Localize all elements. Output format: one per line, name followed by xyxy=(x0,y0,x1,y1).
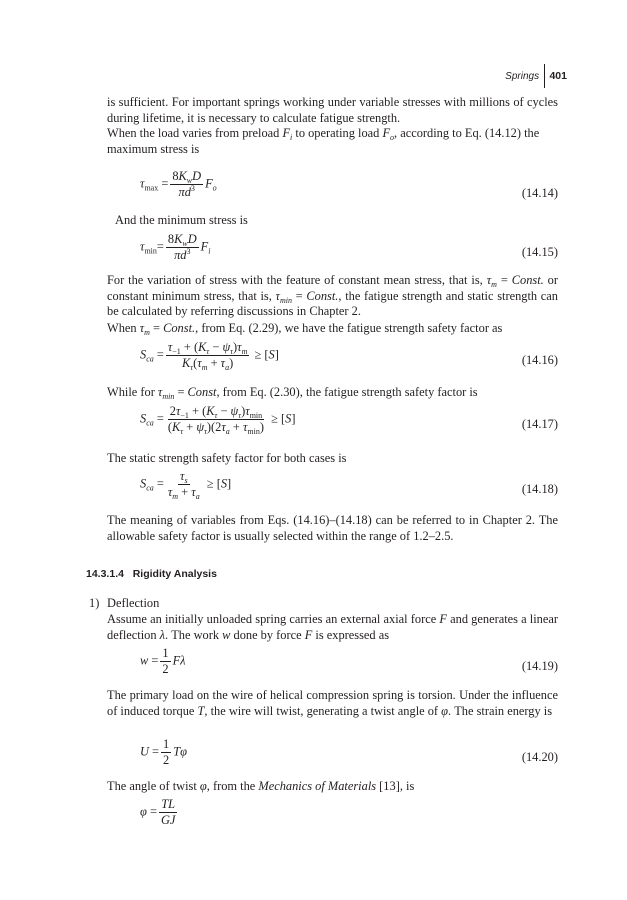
load-line: When the load varies from preload $F_i$ to operating load $F_o$, according to Eq. (14.12) the maximum stress is xyxy=(107,126,540,156)
section-heading: 14.3.1.4 Rigidity Analysis xyxy=(86,568,217,580)
equation-14-17: $S_{ca}$ = $\frac{2\tau_{-1} + (K_\tau - \psi_\tau)\tau_{min}}{(K_\tau + \psi_\tau)(2\tau_a + \tau_{min})}$ ≥ [S] (14.17) xyxy=(140,404,558,436)
running-title: Springs xyxy=(505,70,540,82)
meaning-paragraph: The meaning of variables from Eqs. (14.16)–(14.18) can be referred to in Chapter 2. The allowable safety factor is usually selected within the range of 1.2–2.5. xyxy=(107,513,558,543)
min-stress-text: And the minimum stress is xyxy=(115,213,248,227)
torsion-paragraph: The primary load on the wire of helical compression spring is torsion. Under the influence of induced torque T, the wire will twist, generating a twist angle of φ. The strain energy is xyxy=(107,688,558,718)
variation-paragraph: For the variation of stress with the feature of constant mean stress, that is, $\tau_m$ = Const. or constant minimum stress, that is, $\tau_{min}$ = Const., the fatigue strength and static strength can be calculated by referring discussions in Chapter 2. xyxy=(107,273,559,319)
equation-number: (14.18) xyxy=(521,482,558,496)
equation-number: (14.15) xyxy=(521,245,558,259)
twist-equation: φ = $\frac{TL}{GJ}$ xyxy=(140,797,176,827)
running-header xyxy=(505,64,567,88)
intro-paragraph: is sufficient. For important springs working under variable stresses with millions of cycles during lifetime, it is necessary to calculate fatigue strength. xyxy=(107,95,558,125)
while-line: While for $\tau_{min}$ = Const, from Eq. (2.30), the fatigue strength safety factor is xyxy=(107,385,478,401)
equation-number: (14.16) xyxy=(521,353,558,367)
twist-line: The angle of twist φ, from the Mechanics of Materials [13], is xyxy=(107,779,415,793)
equation-number: (14.14) xyxy=(521,186,558,200)
static-text: The static strength safety factor for both cases is xyxy=(107,451,347,465)
when-line: When $\tau_m$ = Const., from Eq. (2.29), we have the fatigue strength safety factor as xyxy=(107,321,503,337)
equation-number: (14.19) xyxy=(521,659,558,673)
deflection-paragraph: Assume an initially unloaded spring carries an external axial force F and generates a linear deflection λ. The work w done by force F is expressed as xyxy=(107,612,558,642)
equation-14-16: $S_{ca}$ = $\frac{\tau_{-1} + (K_\tau - \psi_\tau)\tau_m}{K_\tau(\tau_m + \tau_a)}$ ≥ [S] (14.16) xyxy=(140,340,558,372)
equation-14-15: $\tau_{min}=$ $\frac{8K_wD}{\pi d^3}$ $F_i$ (14.15) xyxy=(140,232,558,262)
page-number: 401 xyxy=(549,70,567,82)
list-marker: 1) xyxy=(89,596,100,610)
equation-number: (14.20) xyxy=(521,750,558,764)
equation-14-20: U = $\frac{1}{2}$ Tφ (14.20) xyxy=(140,737,558,767)
header-divider xyxy=(544,64,545,88)
equation-14-19: w = $\frac{1}{2}$ Fλ (14.19) xyxy=(140,646,558,676)
list-item-title: Deflection xyxy=(107,596,160,610)
equation-14-18: $S_{ca}$ = $\frac{\tau_s}{\tau_m + \tau_a}$ ≥ [S] (14.18) xyxy=(140,469,558,501)
equation-14-14: $\tau_{max}$ = $\frac{8K_wD}{\pi d^3}$ $F_o$ (14.14) xyxy=(140,169,558,200)
equation-number: (14.17) xyxy=(521,417,558,431)
